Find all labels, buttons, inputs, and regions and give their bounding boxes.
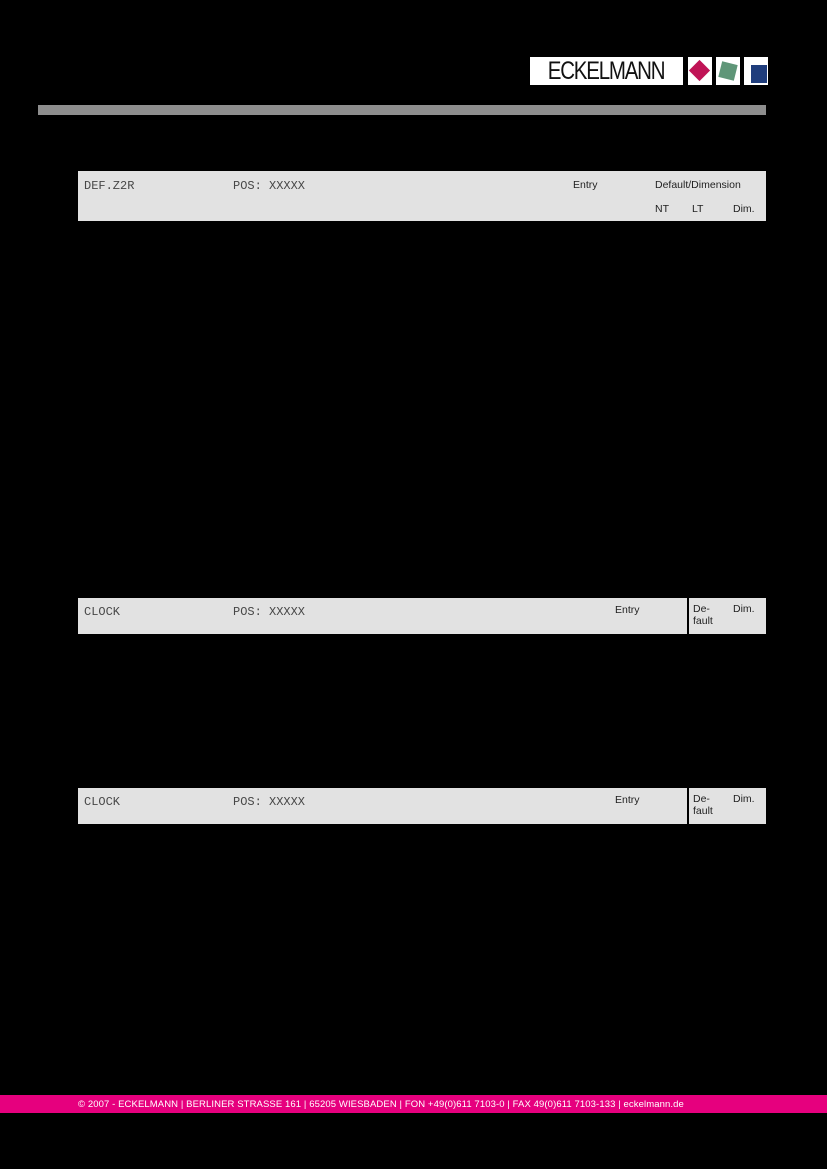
eckelmann-logo <box>530 57 768 85</box>
logo-box-1 <box>688 57 712 85</box>
column-header-dim: Dim. <box>733 603 755 615</box>
logo-text: ECKELMANN <box>548 57 665 85</box>
table-pos: POS: XXXXX <box>233 795 306 809</box>
default-label-line2: fault <box>693 615 713 627</box>
logo-green-square-icon <box>718 61 737 80</box>
table-header-clock-1 <box>78 598 766 634</box>
column-header-lt: LT <box>692 203 704 215</box>
default-label-line1: De- <box>693 793 710 805</box>
column-divider <box>687 598 689 634</box>
column-divider <box>687 788 689 824</box>
logo-blue-square-icon <box>751 65 767 83</box>
column-header-default <box>693 603 713 627</box>
column-header-default-dimension: Default/Dimension <box>655 179 741 191</box>
logo-magenta-diamond-icon <box>689 60 710 81</box>
logo-box-3 <box>744 57 768 85</box>
logo-wordmark <box>530 57 683 85</box>
table-name: CLOCK <box>84 605 121 619</box>
default-label-line2: fault <box>693 805 713 817</box>
table-pos: POS: XXXXX <box>233 179 306 193</box>
column-header-entry: Entry <box>573 179 598 191</box>
table-pos: POS: XXXXX <box>233 605 306 619</box>
logo-box-2 <box>716 57 740 85</box>
table-header-def-z2r <box>78 171 766 221</box>
footer-bar <box>0 1095 827 1113</box>
table-name: CLOCK <box>84 795 121 809</box>
column-header-default <box>693 793 713 817</box>
header-divider-bar <box>38 105 766 115</box>
default-label-line1: De- <box>693 603 710 615</box>
column-header-dim: Dim. <box>733 203 755 215</box>
column-header-entry: Entry <box>615 794 640 806</box>
column-header-entry: Entry <box>615 604 640 616</box>
footer-text: © 2007 - ECKELMANN | BERLINER STRASSE 161 | 65205 WIESBADEN | FON +49(0)611 7103-0 | FAX 49(0)611 7103-133 | eckelmann.de <box>78 1098 684 1110</box>
column-header-dim: Dim. <box>733 793 755 805</box>
table-header-clock-2 <box>78 788 766 824</box>
column-header-nt: NT <box>655 203 669 215</box>
table-name: DEF.Z2R <box>84 179 135 193</box>
